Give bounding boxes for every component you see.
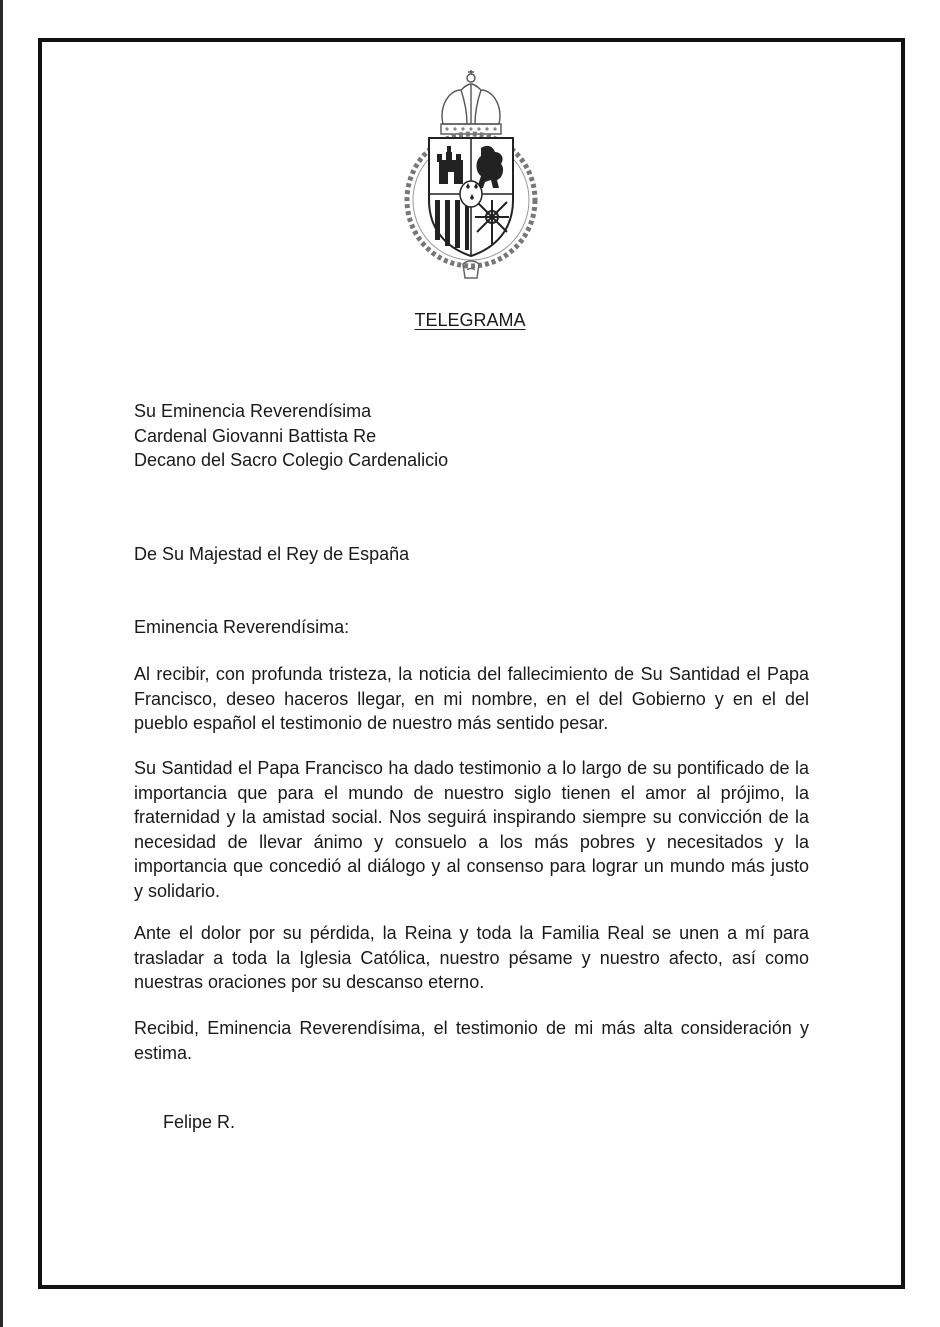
recipient-block (134, 399, 809, 473)
signature: Felipe R. (163, 1112, 236, 1132)
recipient-line: Decano del Sacro Colegio Cardenalicio (134, 450, 449, 470)
recipient-line: Cardenal Giovanni Battista Re (134, 425, 377, 446)
paragraph: Recibid, Eminencia Reverendísima, el testimonio de mi más alta consideración y estima. (134, 1018, 809, 1063)
sender-line: De Su Majestad el Rey de España (134, 544, 410, 564)
paragraph: Su Santidad el Papa Francisco ha dado testimonio a lo largo de su pontificado de la importancia que para el mundo de nuestro siglo tienen el amor al prójimo, la fraternidad y la amistad social. Nos seguirá inspirando siempre su convicción de la necesidad de llevar ánimo y consuelo a los más pobres y necesitados y la importancia que concedió al diálogo y al consenso para lograr un mundo más justo y solidario. (134, 758, 809, 901)
recipient-line: Su Eminencia Reverendísima (134, 401, 372, 421)
salutation: Eminencia Reverendísima: (134, 617, 350, 637)
royal-coat-of-arms-icon (395, 68, 547, 284)
page-edge-line (0, 0, 3, 1327)
paragraph: Ante el dolor por su pérdida, la Reina y toda la Familia Real se unen a mí para trasladar a toda la Iglesia Católica, nuestro pésame y nuestro afecto, así como nuestras oraciones por su descanso eterno. (134, 923, 809, 992)
document-title: TELEGRAMA (414, 310, 526, 330)
paragraph: Al recibir, con profunda tristeza, la noticia del fallecimiento de Su Santidad el Papa Francisco, deseo haceros llegar, en mi nombre, en el del Gobierno y en el del pueblo español el testimonio de nuestro más sentido pesar. (134, 664, 809, 733)
